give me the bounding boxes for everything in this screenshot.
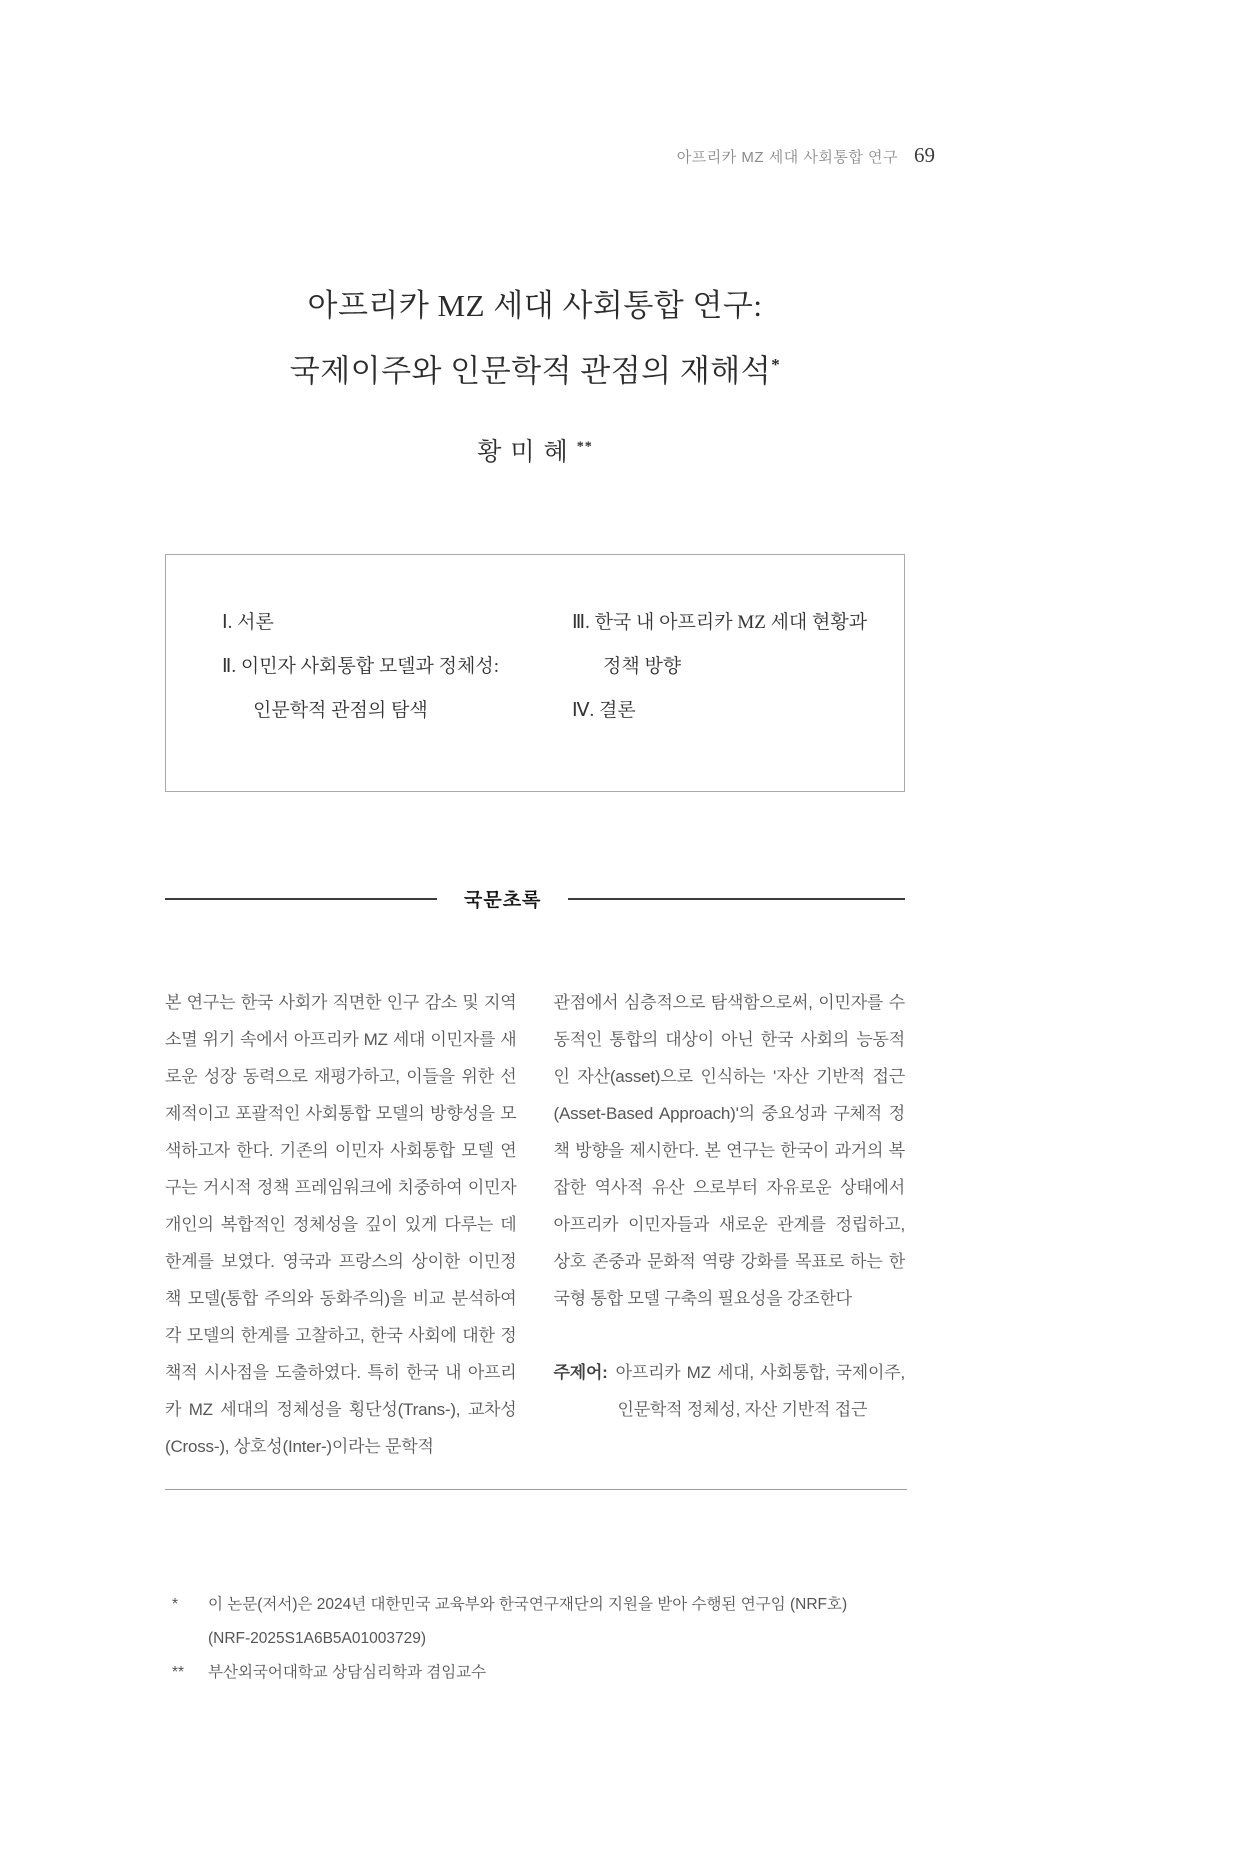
page-number: 69 <box>914 143 935 167</box>
abstract-heading-divider <box>165 885 905 912</box>
footnote-1-line1: 이 논문(저서)은 2024년 대한민국 교육부와 한국연구재단의 지원을 받아 수행된 연구임 (NRF호) <box>208 1596 848 1613</box>
abstract-right-column-wrap <box>554 984 906 1465</box>
toc-item-4: Ⅳ. 결론 <box>572 700 636 722</box>
keywords-label: 주제어: <box>553 1363 608 1383</box>
divider-line-right <box>568 898 905 900</box>
abstract-heading: 국문초록 <box>464 890 542 912</box>
footnote-1-line2: (NRF-2025S1A6B5A01003729) <box>208 1630 426 1647</box>
footnote-1-text <box>208 1588 1022 1656</box>
article-title-line2-wrap <box>165 335 905 400</box>
author-line <box>165 432 905 468</box>
title-footnote-marker: * <box>771 355 781 374</box>
toc-left-column <box>222 601 572 733</box>
running-header <box>165 0 935 168</box>
keywords-text: 아프리카 MZ 세대, 사회통합, 국제이주, 인문학적 정체성, 자산 기반적 접근 <box>615 1363 905 1420</box>
article-title-line1: 아프리카 MZ 세대 사회통합 연구: <box>307 288 763 323</box>
abstract-body <box>165 984 905 1465</box>
author-footnote-marker: ** <box>576 440 593 455</box>
footnotes <box>172 1588 1022 1690</box>
toc-item-3-continuation: 정책 방향 <box>603 656 682 678</box>
divider-line-left <box>165 898 437 900</box>
article-title-line2: 국제이주와 인문학적 관점의 재해석 <box>289 353 772 389</box>
toc-item-3: Ⅲ. 한국 내 아프리카 MZ 세대 현황과 <box>572 612 868 634</box>
footnote-1-marker: * <box>172 1596 179 1613</box>
toc-right-column <box>572 601 874 733</box>
abstract-left-column: 본 연구는 한국 사회가 직면한 인구 감소 및 지역 소멸 위기 속에서 아프리카 MZ 세대 이민자를 새로운 성장 동력으로 재평가하고, 이들을 위한 선제적이고 포괄적인 사회통합 모델의 방향성을 모색하고자 한다. 기존의 이민자 사회통합 모델 연구는 거시적 정책 프레임워크에 치중하여 이민자 개인의 복합적인 정체성을 깊이 있게 다루는 데 한계를 보였다. 영국과 프랑스의 상이한 이민정책 모델(통합 주의와 동화주의)을 비교 분석하여 각 모델의 한계를 고찰하고, 한국 사회에 대한 정책적 시사점을 도출하였다. 특히 한국 내 아프리카 MZ 세대의 정체성을 횡단성(Trans-), 교차성(Cross-), 상호성(Inter-)이라는 문학적 <box>165 993 517 1457</box>
running-header-title: 아프리카 MZ 세대 사회통합 연구 <box>676 149 898 166</box>
page-content <box>165 0 935 1465</box>
footnote-2 <box>172 1656 1022 1690</box>
footnote-2-marker: ** <box>172 1664 185 1681</box>
keywords-block <box>554 1354 906 1428</box>
abstract-right-column: 관점에서 심층적으로 탐색함으로써, 이민자를 수동적인 통합의 대상이 아닌 한국 사회의 능동적인 자산(asset)으로 인식하는 '자산 기반적 접근(Asset-Based Approach)'의 중요성과 구체적 정책 방향을 제시한다. 본 연구는 한국이 과거의 복잡한 역사적 유산 으로부터 자유로운 상태에서 아프리카 이민자들과 새로운 관계를 정립하고, 상호 존중과 문화적 역량 강화를 목표로 하는 한국형 통합 모델 구축의 필요성을 강조한다 <box>553 993 905 1309</box>
footnote-1 <box>172 1588 1022 1656</box>
article-title <box>165 276 905 400</box>
author-name: 황미혜 <box>477 439 577 467</box>
toc-item-2: Ⅱ. 이민자 사회통합 모델과 정체성: <box>222 656 499 678</box>
toc-item-1: Ⅰ. 서론 <box>222 612 274 634</box>
footnote-2-text: 부산외국어대학교 상담심리학과 겸임교수 <box>208 1664 487 1681</box>
table-of-contents-box <box>165 554 905 792</box>
toc-item-2-continuation: 인문학적 관점의 탐색 <box>253 700 428 722</box>
footnote-divider-rule <box>165 1489 907 1490</box>
